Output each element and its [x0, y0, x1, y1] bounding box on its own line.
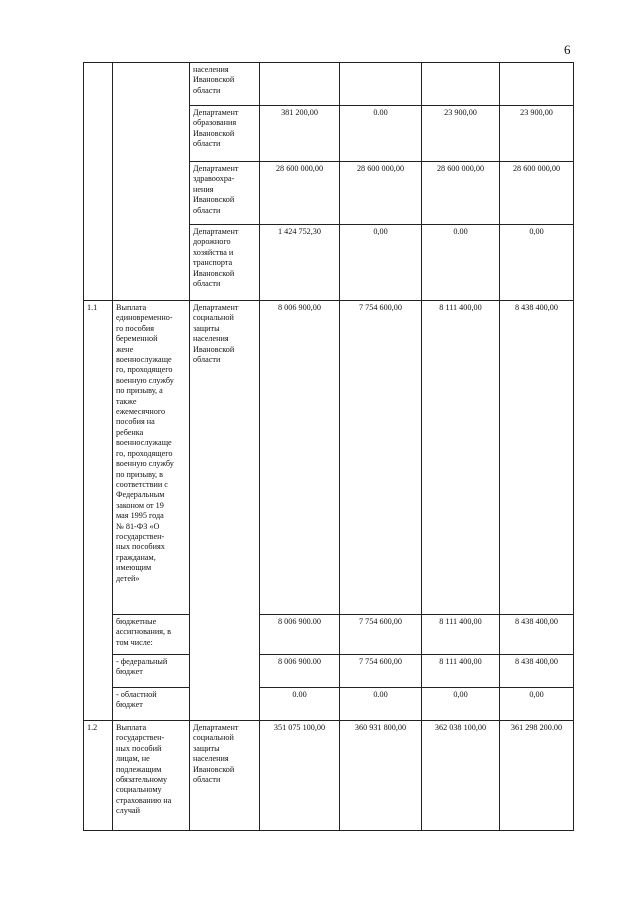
value-cell: 0.00 — [422, 225, 500, 301]
value-cell: 7 754 600,00 — [340, 301, 422, 615]
value-cell: 360 931 800,00 — [340, 721, 422, 831]
description-cell: - областной бюджет — [113, 688, 190, 721]
executor-cell: Департамент социальной защиты населения Ивановской области — [190, 721, 260, 831]
executor-cell: Департамент здравоохра- нения Ивановской области — [190, 162, 260, 225]
value-cell: 381 200,00 — [260, 106, 340, 162]
value-cell: 8 111 400,00 — [422, 655, 500, 688]
value-cell — [340, 63, 422, 106]
value-cell — [260, 63, 340, 106]
value-cell: 8 438 400,00 — [500, 655, 574, 688]
value-cell: 8 438 400,00 — [500, 301, 574, 615]
value-cell: 0,00 — [340, 225, 422, 301]
value-cell: 28 600 000,00 — [340, 162, 422, 225]
row-number-cell — [84, 63, 113, 301]
executor-cell: Департамент образования Ивановской области — [190, 106, 260, 162]
description-cell: Выплата единовременно- го пособия беременной жене военнослужаще го, проходящего военную службу по призыву, а также ежемесячного пособия на ребенка военнослужаще го, проходящего военную службу по призыву, в соответствии с Федеральным законом от 19 мая 1995 года № 81-ФЗ «О государствен- ных пособиях гражданам, имеющим детей» — [113, 301, 190, 615]
value-cell: 0.00 — [340, 688, 422, 721]
value-cell: 8 111 400,00 — [422, 615, 500, 655]
value-cell: 351 075 100,00 — [260, 721, 340, 831]
value-cell: 23 900,00 — [422, 106, 500, 162]
description-cell: Выплата государствен- ных пособий лицам, не подлежащим обязательному социальному страхованию на случай — [113, 721, 190, 831]
value-cell: 0,00 — [500, 688, 574, 721]
row-number-cell: 1.1 — [84, 301, 113, 721]
value-cell: 1 424 752,30 — [260, 225, 340, 301]
value-cell: 362 038 100,00 — [422, 721, 500, 831]
description-cell: - федеральный бюджет — [113, 655, 190, 688]
description-cell: бюджетные ассигнования, в том числе: — [113, 615, 190, 655]
row-number-cell: 1.2 — [84, 721, 113, 831]
value-cell: 28 600 000,00 — [260, 162, 340, 225]
description-cell — [113, 63, 190, 301]
value-cell: 8 006 900,00 — [260, 301, 340, 615]
value-cell: 7 754 600,00 — [340, 655, 422, 688]
executor-cell: населения Ивановской области — [190, 63, 260, 106]
value-cell: 361 298 200.00 — [500, 721, 574, 831]
executor-cell: Департамент дорожного хозяйства и транспорта Ивановской области — [190, 225, 260, 301]
value-cell: 0,00 — [500, 225, 574, 301]
page-number: 6 — [564, 42, 571, 57]
value-cell: 23 900,00 — [500, 106, 574, 162]
value-cell: 28 600 000,00 — [500, 162, 574, 225]
table-row — [84, 655, 574, 688]
value-cell — [422, 63, 500, 106]
value-cell: 8 006 900.00 — [260, 615, 340, 655]
value-cell: 0,00 — [422, 688, 500, 721]
value-cell: 8 006 900.00 — [260, 655, 340, 688]
executor-cell: Департамент социальной защиты населения Ивановской области — [190, 301, 260, 721]
table-row — [84, 301, 574, 615]
value-cell: 8 438 400,00 — [500, 615, 574, 655]
budget-table — [83, 62, 574, 831]
value-cell: 8 111 400,00 — [422, 301, 500, 615]
table-row — [84, 615, 574, 655]
value-cell — [500, 63, 574, 106]
table-row — [84, 721, 574, 831]
value-cell: 0.00 — [260, 688, 340, 721]
table-row — [84, 63, 574, 106]
value-cell: 7 754 600,00 — [340, 615, 422, 655]
value-cell: 28 600 000,00 — [422, 162, 500, 225]
table-row — [84, 688, 574, 721]
value-cell: 0.00 — [340, 106, 422, 162]
